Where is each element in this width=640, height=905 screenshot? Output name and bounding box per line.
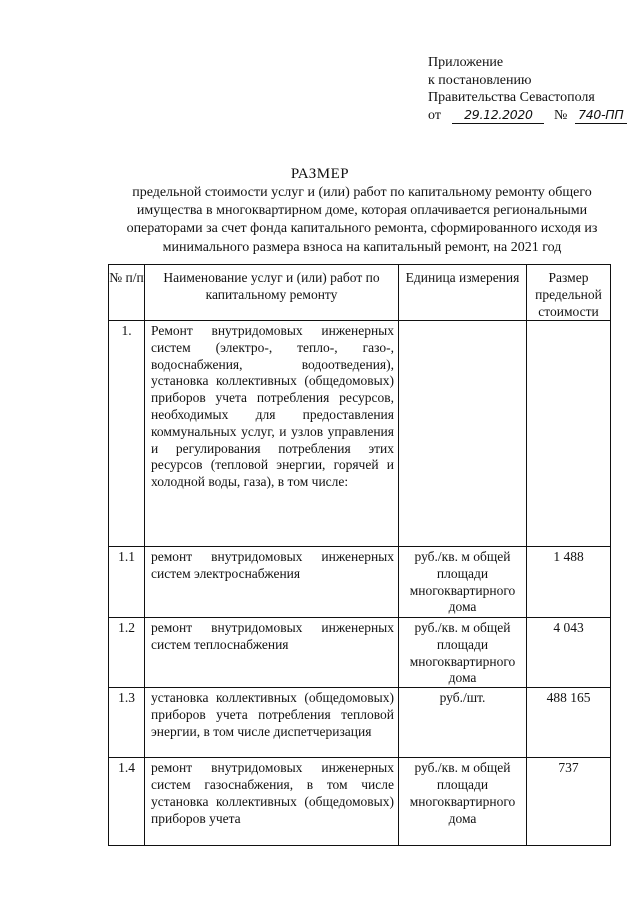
table-header-row bbox=[109, 265, 611, 321]
row-unit: руб./шт. bbox=[399, 688, 527, 758]
table-row bbox=[109, 618, 611, 688]
row-cost: 1 488 bbox=[527, 547, 611, 618]
appendix-line: к постановлению bbox=[428, 72, 532, 88]
row-cost: 488 165 bbox=[527, 688, 611, 758]
table-row bbox=[109, 547, 611, 618]
from-label: от bbox=[428, 107, 441, 123]
table-row bbox=[109, 321, 611, 547]
appendix-line: Приложение bbox=[428, 55, 504, 70]
row-cost: 737 bbox=[527, 758, 611, 846]
row-name: ремонт внутридомовых инженерных систем газоснабжения, в том числе установка коллективных (общедомовых) приборов учета bbox=[145, 758, 399, 846]
row-num: 1.2 bbox=[109, 618, 145, 688]
header-num: № п/п bbox=[109, 265, 145, 321]
row-unit: руб./кв. м общей площади многоквартирного дома bbox=[399, 618, 527, 688]
row-num: 1.3 bbox=[109, 688, 145, 758]
header-unit: Единица измерения bbox=[399, 265, 527, 321]
row-cost bbox=[527, 321, 611, 547]
row-name: ремонт внутридомовых инженерных систем электроснабжения bbox=[145, 547, 399, 618]
appendix-block bbox=[428, 54, 627, 124]
table-row bbox=[109, 758, 611, 846]
handwritten-date: 29.12.2020 bbox=[464, 106, 533, 122]
row-unit bbox=[399, 321, 527, 547]
row-num: 1.1 bbox=[109, 547, 145, 618]
row-num: 1. bbox=[109, 321, 145, 547]
table-row bbox=[109, 688, 611, 758]
row-unit: руб./кв. м общей площади многоквартирного дома bbox=[399, 547, 527, 618]
cost-table bbox=[108, 264, 611, 846]
document-title: РАЗМЕР bbox=[290, 166, 350, 182]
row-name: Ремонт внутридомовых инженерных систем (электро-, тепло-, газо-, водоснабжения, водоотведения), установка коллективных (общедомовых) приборов учета потребления ресурсов, необходимых для предоставления коммунальных услуг, и узлов управления и регулирования потребления этих ресурсов (тепловой энергии, горячей и холодной воды, газа), в том числе: bbox=[145, 321, 399, 547]
resolution-reference bbox=[428, 107, 627, 125]
row-num: 1.4 bbox=[109, 758, 145, 846]
row-name: ремонт внутридомовых инженерных систем теплоснабжения bbox=[145, 618, 399, 688]
row-name: установка коллективных (общедомовых) приборов учета потребления тепловой энергии, в том числе диспетчеризация bbox=[145, 688, 399, 758]
number-label: № bbox=[553, 107, 568, 123]
handwritten-number: 740-ПП bbox=[578, 106, 624, 122]
header-cost: Размер предельной стоимости bbox=[527, 265, 611, 321]
appendix-line: Правительства Севастополя bbox=[428, 90, 595, 105]
document-subtitle: предельной стоимости услуг и (или) работ по капитальному ремонту общего имущества в многоквартирном доме, которая оплачивается региональными операторами за счет фонда капитального ремонта, сформированного исходя из минимального размера взноса на капитальный ремонт, на 2021 год bbox=[126, 185, 598, 255]
resolution-number bbox=[575, 107, 627, 124]
header-name: Наименование услуг и (или) работ по капитальному ремонту bbox=[145, 265, 399, 321]
row-cost: 4 043 bbox=[527, 618, 611, 688]
row-unit: руб./кв. м общей площади многоквартирного дома bbox=[399, 758, 527, 846]
resolution-date bbox=[452, 107, 544, 124]
